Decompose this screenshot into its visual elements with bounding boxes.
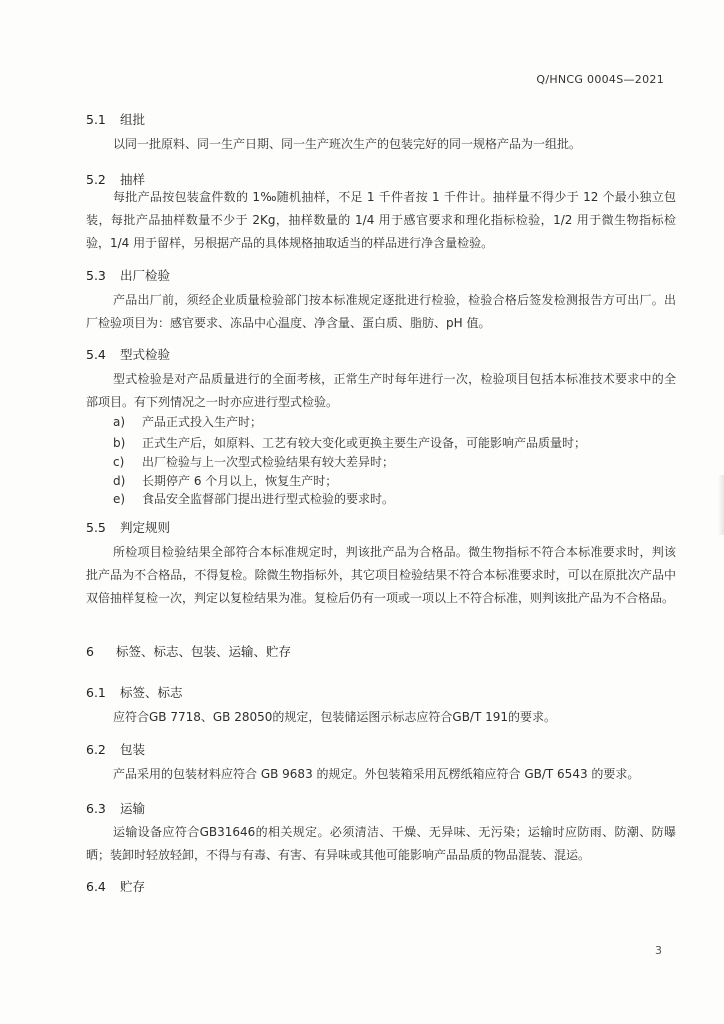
page-edge-shadow: [718, 475, 724, 535]
list-item: b) 正式生产后，如原料、工艺有较大变化或更换主要生产设备，可能影响产品质量时；: [113, 436, 587, 450]
section-5-3-heading: [86, 266, 170, 284]
section-number: 6.4: [86, 879, 106, 894]
section-number: 6.2: [86, 742, 106, 757]
section-number: 5.3: [86, 268, 106, 283]
list-item: a) 产品正式投入生产时；: [113, 415, 263, 429]
section-5-3-text: 产品出厂前，须经企业质量检验部门按本标准规定逐批进行检验，检验合格后签发检测报告方可出厂。出厂检验项目为：感官要求、冻品中心温度、净含量、蛋白质、脂肪、pH 值。: [86, 293, 676, 330]
section-number: 6: [86, 644, 94, 659]
section-title: 标签、标志、包装、运输、贮存: [115, 644, 291, 659]
section-6-2-text: 产品采用的包装材料应符合 GB 9683 的规定。外包装箱采用瓦楞纸箱应符合 GB/T 6543 的要求。: [113, 767, 640, 781]
list-item: d) 长期停产 6 个月以上，恢复生产时；: [113, 474, 338, 488]
section-title: 标签、标志: [119, 685, 183, 700]
section-6-3-text: 运输设备应符合GB31646的相关规定。必须清洁、干燥、无异味、无污染；运输时应防雨、防潮、防曝晒；装卸时轻放轻卸，不得与有毒、有害、有异味或其他可能影响产品品质的物品混装、混运。: [86, 825, 676, 862]
page-number: 3: [655, 944, 662, 957]
section-6-2-heading: [86, 740, 145, 758]
section-title: 抽样: [119, 172, 145, 187]
document-code-header: Q/HNCG 0004S—2021: [536, 73, 664, 86]
section-5-1-heading: [86, 110, 145, 128]
section-title: 包装: [119, 742, 145, 757]
section-title: 组批: [119, 112, 145, 127]
section-title: 贮存: [119, 879, 145, 894]
section-6-3-heading: [86, 799, 145, 817]
section-title: 型式检验: [119, 347, 170, 362]
section-number: 6.1: [86, 685, 106, 700]
section-5-5-text: 所检项目检验结果全部符合本标准规定时，判该批产品为合格品。微生物指标不符合本标准要求时，判该批产品为不合格品，不得复检。除微生物指标外，其它项目检验结果不符合本标准要求时，可以在原批次产品中双倍抽样复检一次，判定以复检结果为准。复检后仍有一项或一项以上不符合标准，则判该批产品为不合格品。: [86, 545, 676, 605]
section-number: 5.1: [86, 112, 106, 127]
section-title: 判定规则: [119, 520, 170, 535]
section-6-4-heading: [86, 877, 145, 895]
section-number: 5.5: [86, 520, 106, 535]
section-6-1-text: 应符合GB 7718、GB 28050的规定，包装储运图示标志应符合GB/T 191的要求。: [113, 710, 557, 724]
section-number: 5.4: [86, 347, 106, 362]
chapter-6-heading: [86, 642, 291, 660]
section-5-5-heading: [86, 518, 170, 536]
list-item: c) 出厂检验与上一次型式检验结果有较大差异时；: [113, 455, 395, 469]
section-5-4-heading: [86, 345, 170, 363]
section-title: 出厂检验: [119, 268, 170, 283]
section-5-2-text: 每批产品按包装盒件数的 1‰随机抽样，不足 1 千件者按 1 千件计。抽样量不得少于 12 个最小独立包装，每批产品抽样数量不少于 2Kg，抽样数量的 1/4 用于感官要求和理化指标检验，1/2 用于微生物指标检验，1/4 用于留样，另根据产品的具体规格抽取适当的样品进行净含量检验。: [86, 190, 676, 250]
section-6-1-heading: [86, 683, 183, 701]
section-5-1-text: 以同一批原料、同一生产日期、同一生产班次生产的包装完好的同一规格产品为一组批。: [113, 137, 582, 151]
section-number: 5.2: [86, 172, 106, 187]
section-5-4-text: 型式检验是对产品质量进行的全面考核，正常生产时每年进行一次，检验项目包括本标准技术要求中的全部项目。有下列情况之一时亦应进行型式检验。: [86, 372, 676, 409]
section-title: 运输: [119, 801, 145, 816]
section-number: 6.3: [86, 801, 106, 816]
list-item: e) 食品安全监督部门提出进行型式检验的要求时。: [113, 492, 395, 506]
